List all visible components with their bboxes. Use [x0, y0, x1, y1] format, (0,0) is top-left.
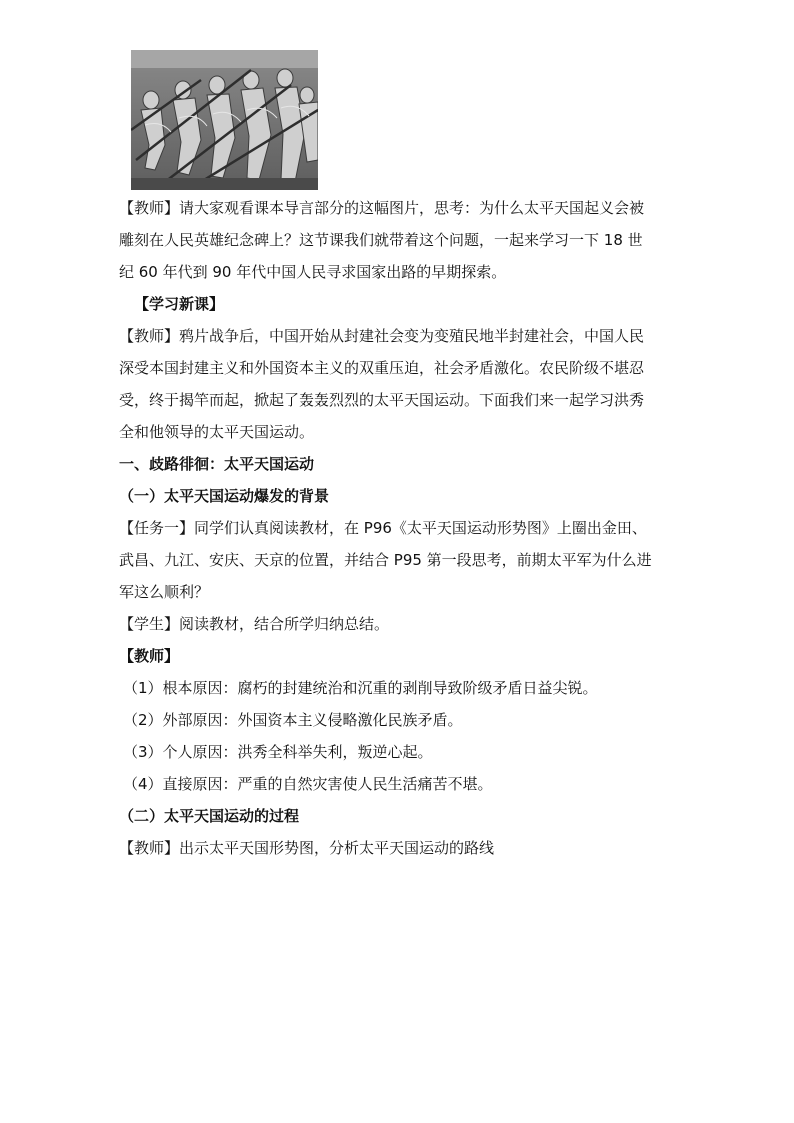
student-paragraph: 【学生】阅读教材，结合所学归纳总结。 — [119, 615, 390, 633]
teacher-paragraph — [119, 320, 683, 448]
intro-paragraph — [119, 192, 683, 288]
reason-item: （2）外部原因：外国资本主义侵略激化民族矛盾。 — [123, 711, 463, 729]
section-heading: 一、歧路徘徊：太平天国运动 — [119, 455, 315, 473]
teacher-label: 【教师】 — [119, 647, 180, 665]
text-line: 【教师】鸦片战争后，中国开始从封建社会变为变殖民地半封建社会，中国人民 — [119, 327, 645, 345]
subsection-heading: （二）太平天国运动的过程 — [119, 807, 300, 825]
text-line: 武昌、九江、安庆、天京的位置，并结合 P95 第一段思考，前期太平军为什么进 — [119, 551, 652, 569]
reason-item: （4）直接原因：严重的自然灾害使人民生活痛苦不堪。 — [123, 775, 493, 793]
subsection-heading: （一）太平天国运动爆发的背景 — [119, 487, 330, 505]
text-line: 【教师】请大家观看课本导言部分的这幅图片，思考：为什么太平天国起义会被 — [119, 199, 645, 217]
text-line: 雕刻在人民英雄纪念碑上？这节课我们就带着这个问题，一起来学习一下 18 世 — [119, 231, 643, 249]
relief-sculpture-image — [131, 50, 318, 190]
text-line: 纪 60 年代到 90 年代中国人民寻求国家出路的早期探索。 — [119, 263, 507, 281]
reason-item: （1）根本原因：腐朽的封建统治和沉重的剥削导致阶级矛盾日益尖锐。 — [123, 679, 598, 697]
lesson-content — [119, 192, 683, 864]
text-line: 受，终于揭竿而起，掀起了轰轰烈烈的太平天国运动。下面我们来一起学习洪秀 — [119, 391, 645, 409]
text-line: 深受本国封建主义和外国资本主义的双重压迫，社会矛盾激化。农民阶级不堪忍 — [119, 359, 645, 377]
text-line: 全和他领导的太平天国运动。 — [119, 423, 315, 441]
text-line: 【任务一】同学们认真阅读教材，在 P96《太平天国运动形势图》上圈出金田、 — [119, 519, 647, 537]
reason-item: （3）个人原因：洪秀全科举失利，叛逆心起。 — [123, 743, 433, 761]
new-lesson-heading: 【学习新课】 — [134, 295, 225, 313]
text-line: 军这么顺利？ — [119, 583, 210, 601]
teacher-map-paragraph: 【教师】出示太平天国形势图，分析太平天国运动的路线 — [119, 839, 495, 857]
task-paragraph — [119, 512, 683, 608]
